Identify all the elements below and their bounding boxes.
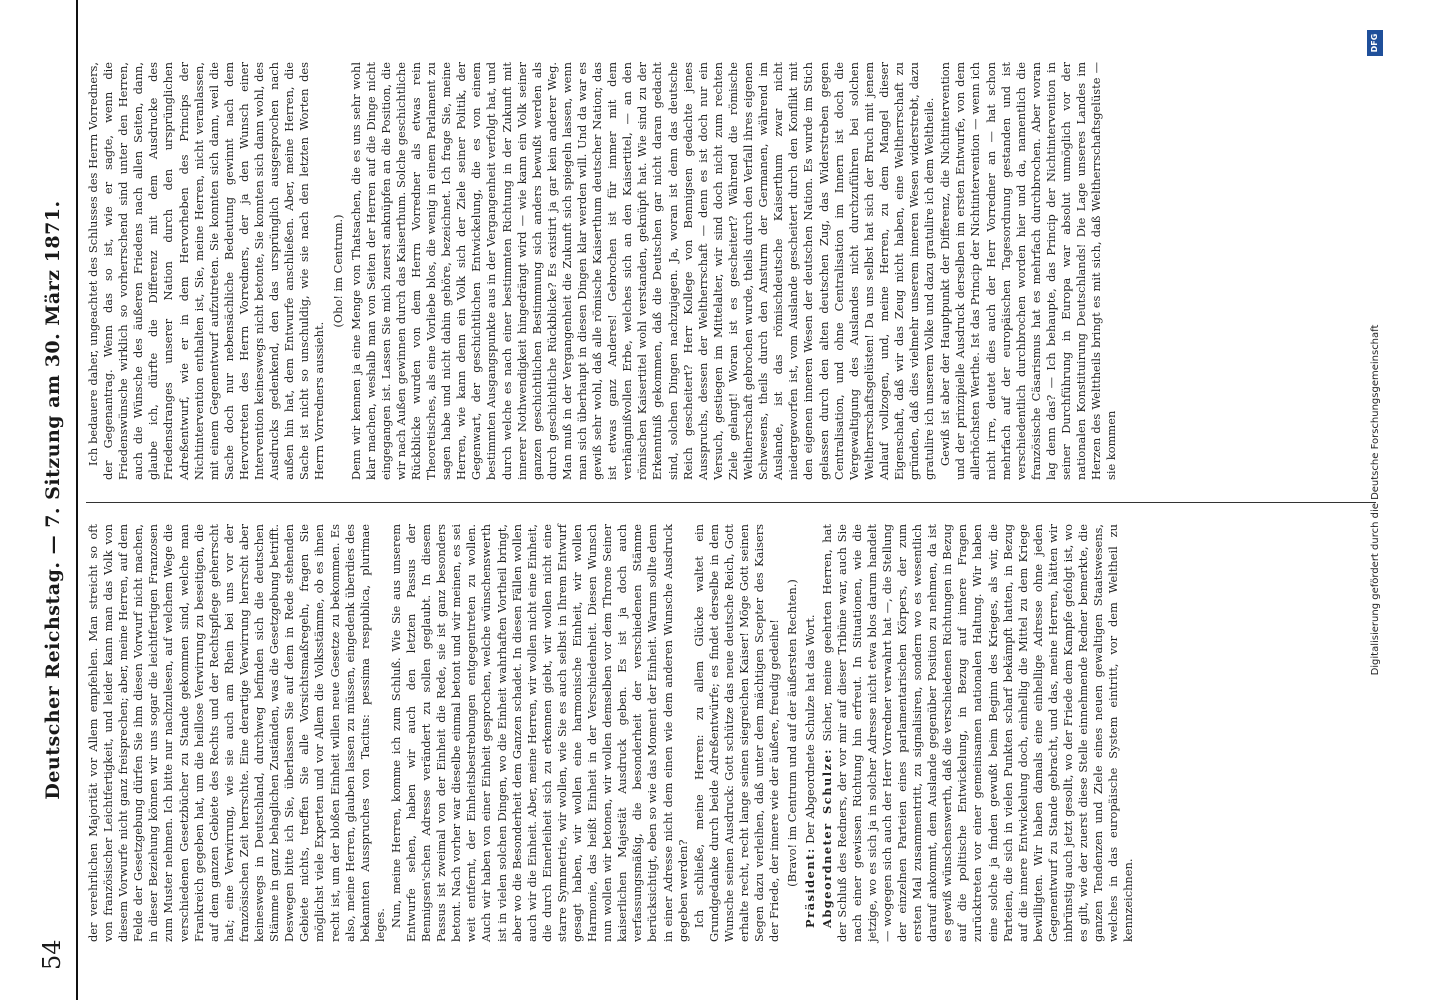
- left-column: [86, 524, 1137, 942]
- president-text: Der Abgeordnete Schulze hat das Wort.: [803, 614, 818, 844]
- president-label: Präsident:: [803, 847, 818, 928]
- speaker-schulze-text: Sicher, meine geehrten Herren, hat der Schluß des Redners, der vor mir auf dieser Tribüne war, auch Sie nach einer gewissen Richtung hin erfreut. In Situationen, wie die jetzige, wo es sich ja in solcher Adresse nicht etwa blos darum handelt — wogegen sich auch der Herr Vorredner verwahrt hat —, die Stellung der einzelnen Parteien eines parlamentarischen Körpers, der zum ersten Mal zusammentritt, zu signalisiren, sondern wo es wesentlich darauf ankommt, dem Auslande gegenüber Position zu nehmen, da ist es gewiß wünschenswerth, daß die verschiedenen Richtungen in Bezug auf die politische Entwickelung, in Bezug auf innere Fragen zurücktreten vor einer gemeinsamen nationalen Haltung. Wir haben eine solche ja finden gewußt beim Beginn des Krieges, als wir, die Parteien, die sich in vielen Punkten scharf bekämpft hatten, in Bezug auf die innere Entwickelung doch, einhellig die Mittel zu dem Kriege bewilligten. Wir haben damals eine einhellige Adresse ohne jeden Gegenentwurf zu Stande gebracht, und das, meine Herren, hätten wir inbrünstig auch jetzt gesollt, wo der Friede dem Kampfe gefolgt ist, wo es gilt, wie der zuerst diese Stelle einnehmende Redner bemerkte, die ganzen Tendenzen und Ziele eines neuen gewaltigen Staatswesens, welches in das europäische System eintritt, vor dem Weltheil zu kennzeichnen.: [819, 524, 1136, 942]
- stage-direction-applause: (Bravo! im Centrum und auf der äußersten Rechten.): [785, 579, 800, 887]
- page-title: Deutscher Reichstag. — 7. Sitzung am 30. März 1871.: [42, 200, 64, 800]
- left-paragraph-3: Ich schließe, meine Herren: zu allem Glücke waltet ein Grundgedanke durch beide Adreßentwürfe; es findet derselbe in dem Wunsche seinen Ausdruck: Gott schütze das neue deutsche Reich, Gott erhalte recht, recht lange seinen siegreichen Kaiser! Möge Gott seinen Segen dazu verleihen, daß unter dem mächtigen Scepter des Kaisers der Friede, der innere wie der äußere, freudig gedeihe!: [691, 524, 782, 942]
- right-paragraph-3: Gewiß ist aber der Hauptpunkt der Differenz, die Nichtintervention und der prinzipielle Ausdruck derselben im ersten Entwurfe, von dem allerhöchsten Werthe. Ist das Princip der Nichtintervention — wenn ich nicht irre, deutet dies auch der Herr Vorredner an — hat schon mehrfach auf der europäischen Tagesordnung gestanden und ist verschiedentlich durchbrochen worden hier und da, namentlich die französische Cäsarismus hat es mehrfach durchbrochen. Aber woran lag denn das? — Ich behaupte, das Princip der Nichtintervention in seiner Durchführung in Europa war absolut unmöglich vor der nationalen Konstituirung Deutschlands! Die Lage unseres Landes im Herzen des Welttheils bringt es mit sich, daß Weltherrschaftsgelüste — sie kommen: [938, 62, 1119, 480]
- column-divider: [86, 502, 1376, 503]
- right-paragraph-2: Denn wir kennen ja eine Menge von Thatsachen, die es uns sehr wohl klar machen, weshalb man von Seiten der Herren auf die Dinge nicht eingegangen ist. Lassen Sie mich zuerst anknüpfen an die Position, die wir nach Außen gewinnen durch das Kaiserthum. Solche geschichtliche Rückblicke wurden von dem Herrn Vorredner als etwas rein Theoretisches, als eine Vorliebe blos, die wenig in einem Parlament zu sagen habe und nicht dahin gehöre, bezeichnet. Ich frage Sie, meine Herren, wie kann denn ein Volk sich der Ziele seiner Politik, der Gegenwart, der geschichtlichen Entwickelung, die es von einem bestimmten Ausgangspunkte aus in der Vergangenheit verfolgt hat, und durch welche es nach einer bestimmten Richtung in der Zukunft mit innerer Nothwendigkeit hingedrängt wird — wie kann ein Volk seiner ganzen geschichtlichen Bestimmung sich anders bewußt werden als durch geschichtliche Rückblicke? Es existirt ja gar kein anderer Weg. Man muß in der Vergangenheit die Zukunft sich spiegeln lassen, wenn man sich überhaupt in diesen Dingen klar werden will. Und da war es gewiß sehr wohl, daß alle römische Kaiserthum deutscher Nation; das ist etwas ganz Anderes! Gebrochen ist für immer mit dem verhängnißvollen Erbe, welches sich an den Kaisertitel, — an den römischen Kaisertitel wohl verstanden, geknüpft hat. Wie sind zu der Erkenntniß gekommen, daß die Deutschen gar nicht daran gedacht sind, solchen Dingen nachzujagen. Ja, woran ist denn das deutsche Reich gescheitert? Herr Kollege von Bennigsen gedachte jenes Ausspruchs, dessen der Weltherrschaft — denn es ist doch nur ein Versuch, gestiegen im Mittelalter, wir sind doch nicht zum rechten Ziele gelangt! Woran ist es gescheitert? Während die römische Weltherrschaft gebrochen wurde, theils durch den Verfall ihres eigenen Schwesens, theils durch den Ansturm der Germanen, während im Auslande, ist das römischdeutsche Kaiserthum zwar nicht niedergeworfen ist, vom Auslande gescheitert durch den Konflikt mit den eigenen inneren Wesen der deutschen Nation. Es wurde im Stich gelassen durch den alten deutschen Zug, das Widerstreben gegen Centralisation, und ohne Centralisation im Innern ist doch die Vergewaltigung des Auslandes nicht durchzuführen bei solchen Weltherrschaftsgelüsten! Da uns selbst hat sich der Bruch mit jenem Anlauf vollzogen, und, meine Herren, zu dem Mangel dieser Eigenschaft, daß wir das Zeug nicht haben, eine Weltherrschaft zu gründen, daß dies vielmehr unserem inneren Wesen widerstrebt, dazu gratulire ich unserem Volke und dazu gratulire ich dem Weltheile.: [348, 62, 937, 480]
- left-paragraph-1: der verehrlichen Majorität vor Allem empfehlen. Man streicht so oft von französischer Leichtfertigkeit, und leider kann man das Volk von diesem Vorwurfe nicht ganz freisprechen; aber, meine Herren, auf dem Felde der Gesetzgebung dürfen Sie ihm diesen Vorwurf nicht machen, in dieser Beziehung können wir uns sogar die leichtfertigen Franzosen zum Muster nehmen. Ich bitte nur nachzulesen, auf welchem Wege die verschiedenen Gesetzbücher zu Stande gekommen sind, welche man Frankreich gegeben hat, um die heillose Verwirrung zu beseitigen, die auf dem ganzen Gebiete des Rechts und der Rechtspflege geherrscht hat; eine Verwirrung, wie sie auch am Rhein bei uns vor der französischen Zeit herrschte. Eine derartige Verwirrung herrscht aber keineswegs in Deutschland, durchweg befinden sich die deutschen Stämme in ganz behaglichen Zuständen, was die Gesetzgebung betrifft. Deswegen bitte ich Sie, überlassen Sie auf dem in Rede stehenden Gebiete nichts, treffen Sie alle Vorsichtsmaßregeln, fragen Sie möglichst viele Experten und vor Allem die Volksstämme, ob es ihnen recht ist, um der bloßen Einheit willen neue Gesetze zu bekommen. Es also, meine Herren, glauben lassen zu müssen, eingedenk überdies des bekannten Ausspruches von Tacitus: pessima respublica, plurimae leges.: [86, 524, 387, 942]
- left-paragraph-2: Nun, meine Herren, komme ich zum Schluß. Wie Sie aus unserem Entwurfe sehen, haben wir auch den letzten Passus der Bennigsen'schen Adresse verändert zu sollen geglaubt. In diesem Passus ist zweimal von der Einheit die Rede, sie ist ganz besonders betont. Nach vorher war dieselbe einmal betont und wir meinen, es sei weit entfernt, der Einheitsbestrebungen entgegentreten zu wollen. Auch wir haben von einer Einheit gesprochen, welche wünschenswerth ist in vielen solchen Dingen, wo die Einheit wahrhaften Vortheil bringt, aber wo die Besonderheit dem Ganzen schadet. In diesen Fällen wollen auch wir die Einheit. Aber, meine Herren, wir wollen nicht eine Einheit, die durch Einerleiheit sich zu erkennen giebt, wir wollen nicht eine starre Symmetrie, wir wollen, wie Sie es auch selbst in Ihrem Entwurf gesagt haben, wir wollen eine harmonische Einheit, wir wollen Harmonie, das heißt Einheit in der Verschiedenheit. Diesen Wunsch nun wollen wir betonen, wir wollen demselben vor dem Throne Seiner kaiserlichen Majestät Ausdruck geben. Es ist ja doch auch verfassungsmäßig, die besonderheit der verschiedenen Stämme berücksichtigt, eben so wie das Moment der Einheit. Warum sollte denn in einer Adresse nicht dem einen wie dem anderen Wunsche Ausdruck gegeben werden?: [388, 524, 690, 942]
- right-paragraph-1: Ich bedauere daher, ungeachtet des Schlusses des Herrn Vorredners, der Gegenantrag. Wenn das so ist, wie er sagte, wenn die Friedenswünsche wirklich so vorherrschend sind unter den Herren, auch die Wünsche des äußeren Friedens nach allen Seiten, dann, glaube ich, dürfte die Differenz mit dem Ausdrucke des Friedensdranges unserer Nation durch den ursprünglichen Adreßentwurf, wie er in dem Hervorheben des Princips der Nichtintervention enthalten ist, Sie, meine Herren, nicht veranlassen, mit einem Gegenentwurf aufzutreten. Sie konnten sich dann, weil die Sache doch nur nebensächliche Bedeutung gewinnt nach dem Hervortreten des Herrn Vorredners, der ja den Wunsch einer Intervention keineswegs nicht betonte, Sie konnten sich dann wohl, des Ausdrucks gedenkend, den das ursprünglich ausgesprochen nach außen hin hat, dem Entwurfe anschließen. Aber, meine Herren, die Sache ist nicht so unschuldig, wie sie nach den letzten Worten des Herrn Vorredners aussieht.: [86, 62, 327, 480]
- right-column: [86, 62, 1120, 480]
- speaker-schulze-label: Abgeordneter Schulze:: [819, 748, 834, 928]
- page-number: 54: [38, 939, 66, 970]
- dfg-logo: DFG: [1367, 30, 1383, 56]
- speaker-schulze-paragraph: [820, 524, 1137, 942]
- credit-text: Digitalisierung gefördert durch die Deutsche Forschungsgemeinschaft: [1370, 324, 1381, 676]
- digitization-credit: [1365, 30, 1387, 970]
- president-statement: [803, 524, 818, 942]
- page-header: [30, 0, 78, 1000]
- stage-direction-oho: (Oho! im Centrum.): [330, 214, 345, 328]
